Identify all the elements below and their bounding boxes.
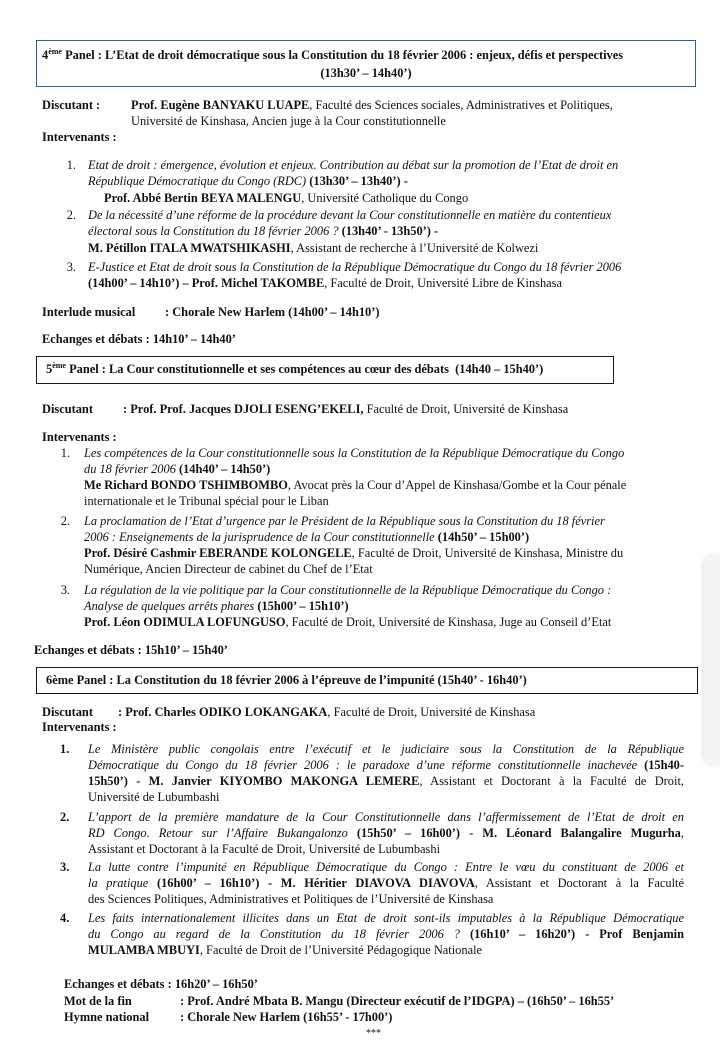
interlude-value: : Chorale New Harlem (14h00’ – 14h10’): [165, 305, 380, 319]
list-item: Etat de droit : émergence, évolution et enjeux. Contribution au débat sur la promotion de l’Etat de droit en République Démocratique du Congo (RDC) (13h30’ – 13h40’) -: [88, 158, 619, 188]
list-item-line: Le Ministère public congolais entre l’exécutif et le judiciaire sous la Constitution de la République: [88, 742, 684, 756]
interlude-label: Interlude musical: [42, 305, 136, 319]
panel5-intervenants-label: Intervenants :: [42, 430, 117, 444]
panel5-discutant: : Prof. Prof. Jacques DJOLI ESENG’EKELI, Faculté de Droit, Université de Kinshasa: [123, 402, 569, 416]
panel4-discutant-label: Discutant :: [42, 98, 101, 112]
panel5-title: 5ème Panel : La Cour constitutionnelle et ses compétences au cœur des débats (14h40 – 15h40’): [46, 360, 544, 376]
list-item: La régulation de la vie politique par la Cour constitutionnelle de la République Démocratique du Congo : Analyse de quelques arrêts phares (15h00’ – 15h10’) Prof. Léon ODIMULA LOFUNGUSO, Faculté de Droit, Université de Kinshasa, Juge au Conseil d’Etat: [84, 583, 612, 629]
list-item-speaker: Prof. Abbé Bertin BEYA MALENGU, Université Catholique du Congo: [104, 191, 469, 205]
panel4-echanges: Echanges et débats : 14h10’ – 14h40’: [42, 332, 236, 346]
list-item-line: la pratique (16h00’ – 16h10’) - M. Héritier DIAVOVA DIAVOVA, Assistant et Doctorant à la Faculté: [88, 876, 684, 890]
list-item-number: 1.: [60, 446, 70, 460]
list-item-line: RD Congo. Retour sur l’Affaire Bukangalonzo (15h50’ – 16h00’) - M. Léonard Balangalire Mugurha,: [88, 826, 684, 840]
panel6-discutant-label: Discutant: [42, 705, 93, 719]
list-item-line: du Congo au regard de la Constitution du 18 février 2006 ? (16h10’ – 16h20’) - Prof Benjamin: [88, 927, 684, 941]
panel4-discutant-affil2: Université de Kinshasa, Ancien juge à la Cour constitutionnelle: [131, 114, 446, 128]
list-item-line: 15h50’) - M. Janvier KIYOMBO MAKONGA LEMERE, Assistant et Doctorant à la Faculté de Droit,: [88, 774, 684, 788]
panel4-discutant: Prof. Eugène BANYAKU LUAPE, Faculté des Sciences sociales, Administratives et Politiques,: [131, 98, 613, 112]
list-item-number: 3.: [60, 860, 70, 874]
list-item-number: 1.: [66, 158, 76, 172]
mot-de-la-fin-label: Mot de la fin: [64, 994, 132, 1008]
panel6-echanges: Echanges et débats : 16h20’ – 16h50’: [64, 977, 258, 991]
list-item-line: Démocratique du Congo du 18 février 2006 : le paradoxe d’une réforme constitutionnelle inachevée (15h40-: [88, 758, 684, 772]
list-item-line: Université de Lubumbashi: [88, 790, 220, 804]
end-mark: ***: [366, 1028, 381, 1039]
panel4-title: 4ème Panel : L’Etat de droit démocratique sous la Constitution du 18 février 2006 : enjeux, défis et perspectives: [42, 46, 624, 62]
list-item-number: 2.: [66, 208, 76, 222]
list-item: De la nécessité d’une réforme de la procédure devant la Cour constitutionnelle en matière du contentieux électoral sous la Constitution du 18 février 2006 ? (13h40’ - 13h50’) -: [88, 208, 612, 238]
list-item-speaker: M. Pétillon ITALA MWATSHIKASHI, Assistant de recherche à l’Université de Kolwezi: [88, 241, 539, 255]
list-item-line: des Sciences Politiques, Administratives et Politiques de l’Université de Kinshasa: [88, 892, 494, 906]
list-item-line: La lutte contre l’impunité en République Démocratique du Congo : Entre le vœu du constituant de 2006 et: [88, 860, 684, 874]
hymne-national-value: : Chorale New Harlem (16h55’ - 17h00’): [180, 1010, 393, 1024]
list-item-line: Les faits internationalement illicites dans un Etat de droit sont-ils imputables à la République Démocratique: [88, 911, 684, 925]
list-item: La proclamation de l’Etat d’urgence par le Président de la République sous la Constitution du 18 février 2006 : Enseignements de la jurisprudence de la Cour constitutionnelle (14h50’ – 15h00’) Prof. Désiré Cashmir EBERANDE KOLONGELE, Faculté de Droit, Université de Kinshasa, Ministre du Numérique, Ancien Directeur de cabinet du Chef de l’Etat: [84, 514, 624, 576]
panel6-intervenants-label: Intervenants :: [42, 720, 117, 734]
mot-de-la-fin-value: : Prof. André Mbata B. Mangu (Directeur exécutif de l’IDGPA) – (16h50’ – 16h55’: [180, 994, 615, 1008]
panel4-time: (13h30’ – 14h40’): [320, 66, 412, 80]
list-item-number: 2.: [60, 514, 70, 528]
panel4-intervenants-label: Intervenants :: [42, 130, 117, 144]
panel6-discutant: : Prof. Charles ODIKO LOKANGAKA, Faculté de Droit, Université de Kinshasa: [118, 705, 536, 719]
panel5-discutant-label: Discutant: [42, 402, 93, 416]
list-item-line: Assistant et Doctorant à la Faculté de Droit, Université de Lubumbashi: [88, 842, 441, 856]
list-item-number: 3.: [66, 260, 76, 274]
scrollbar-handle[interactable]: [704, 555, 720, 765]
list-item-line: L’apport de la première mandature de la Cour Constitutionnelle dans l’affermissement de l’Etat de droit en: [88, 810, 684, 824]
list-item: E-Justice et Etat de droit sous la Constitution de la République Démocratique du Congo du 18 février 2006 (14h00’ – 14h10’) – Prof. Michel TAKOMBE, Faculté de Droit, Université Libre de Kinshasa: [88, 260, 622, 290]
list-item-number: 4.: [60, 911, 70, 925]
list-item: Les compétences de la Cour constitutionnelle sous la Constitution de la République Démocratique du Congo du 18 février 2006 (14h40’ – 14h50’) Me Richard BONDO TSHIMBOMBO, Avocat près la Cour d’Appel de Kinshasa/Gombe et la Cour pénale internationale et le Tribunal spécial pour le Liban: [84, 446, 627, 508]
panel6-title: 6ème Panel : La Constitution du 18 février 2006 à l’épreuve de l’impunité (15h40’ - 16h40’): [46, 673, 527, 687]
list-item-number: 2.: [60, 810, 70, 824]
hymne-national-label: Hymne national: [64, 1010, 150, 1024]
panel5-echanges: Echanges et débats : 15h10’ – 15h40’: [34, 643, 228, 657]
list-item-line: MULAMBA MBUYI, Faculté de Droit de l’Université Pédagogique Nationale: [88, 943, 483, 957]
list-item-number: 3.: [60, 583, 70, 597]
list-item-number: 1.: [60, 742, 70, 756]
